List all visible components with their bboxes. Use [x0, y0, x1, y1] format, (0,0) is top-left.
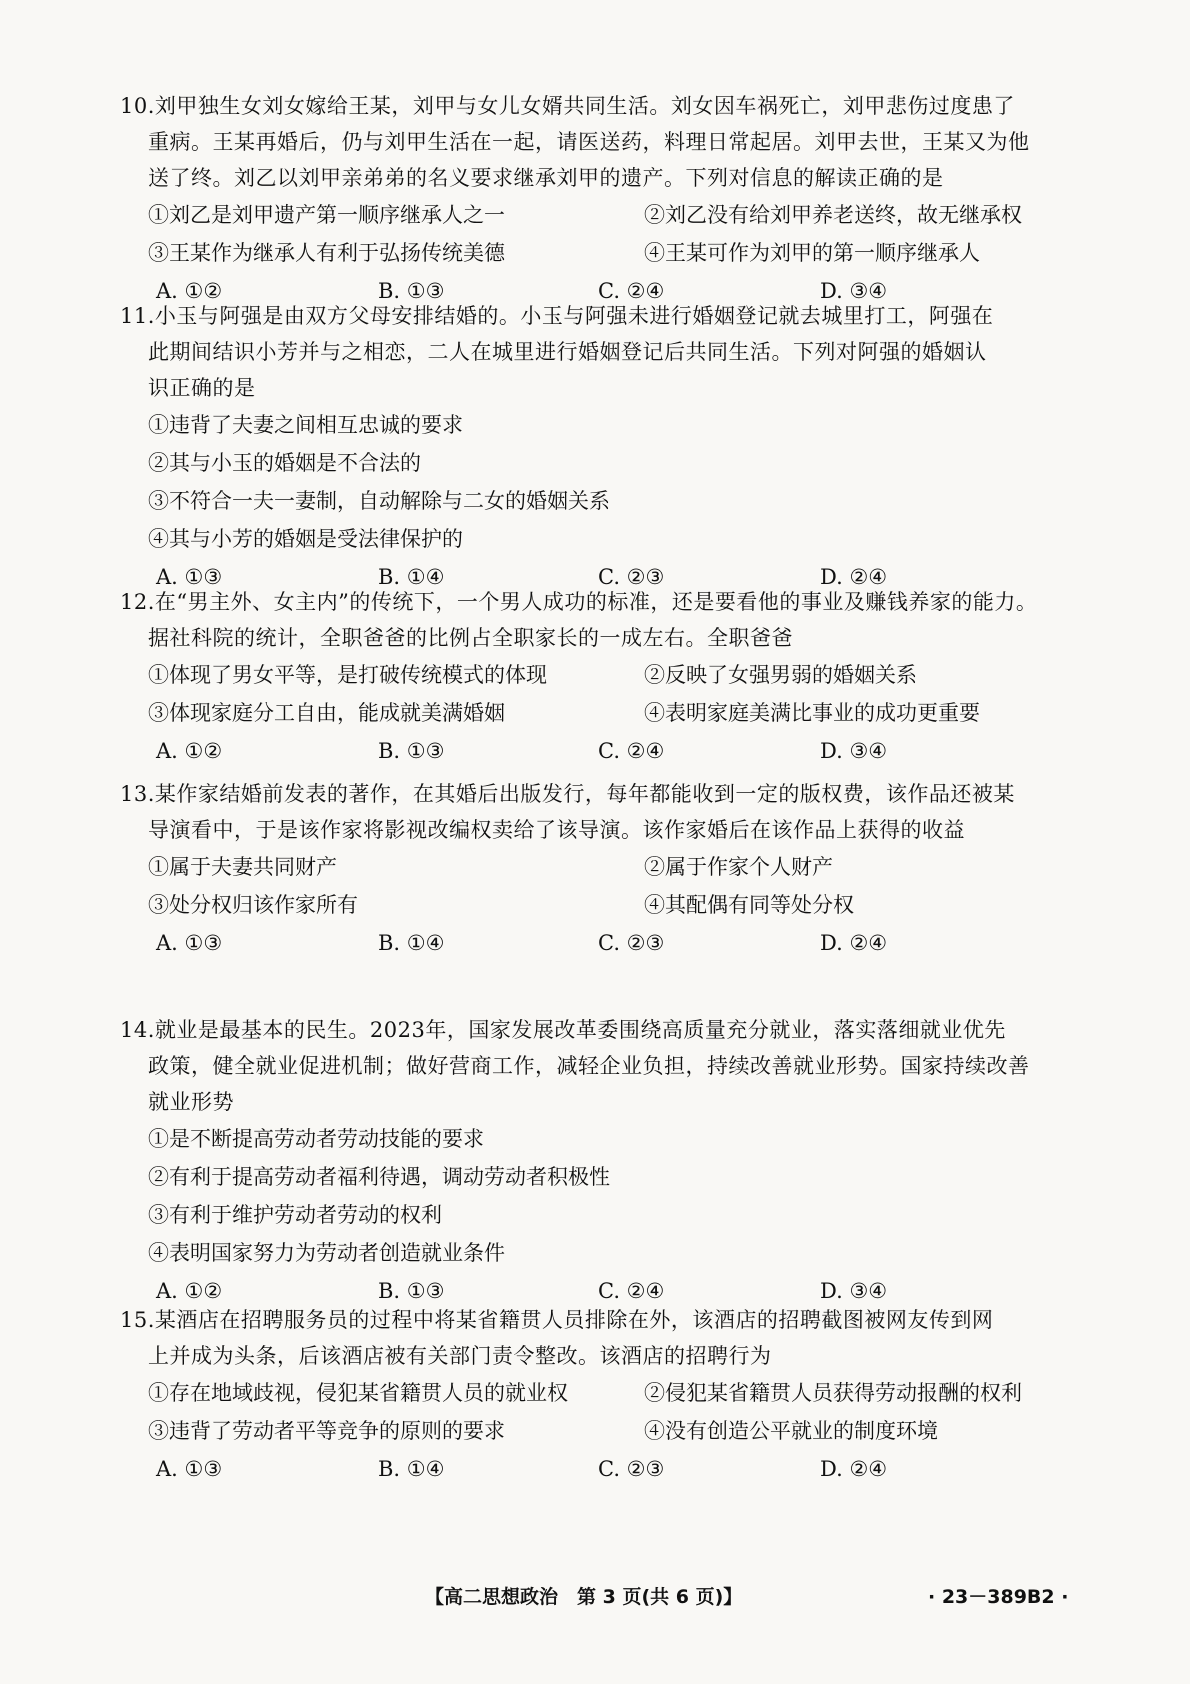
option-1: ①属于夫妻共同财产 [148, 855, 337, 879]
answer-d: D. ③④ [820, 1279, 888, 1303]
option-4: ④表明国家努力为劳动者创造就业条件 [148, 1241, 505, 1265]
option-3: ③体现家庭分工自由，能成就美满婚姻 [148, 701, 505, 725]
question-12 [120, 584, 1120, 770]
footer-exam-code: · 23－389B2 · [928, 1586, 1069, 1608]
question-stem-line: 14.就业是最基本的民生。2023年，国家发展改革委围绕高质量充分就业，落实落细就业优先 [120, 1018, 1006, 1042]
option-4: ④其与小芳的婚姻是受法律保护的 [148, 527, 463, 551]
question-stem-line: 10.刘甲独生女刘女嫁给王某，刘甲与女儿女婿共同生活。刘女因车祸死亡，刘甲悲伤过度患了 [120, 94, 1015, 118]
question-14 [120, 1012, 1120, 1310]
option-2: ②其与小玉的婚姻是不合法的 [148, 451, 421, 475]
answer-d: D. ③④ [820, 739, 888, 763]
footer-page-info: 【高二思想政治 第 3 页(共 6 页)】 [425, 1586, 743, 1608]
question-11 [120, 298, 1120, 596]
question-stem-line: 识正确的是 [148, 376, 256, 400]
option-1: ①存在地域歧视，侵犯某省籍贯人员的就业权 [148, 1381, 568, 1405]
answer-a: A. ①② [156, 1279, 223, 1303]
option-3: ③有利于维护劳动者劳动的权利 [148, 1203, 442, 1227]
answer-d: D. ②④ [820, 1457, 888, 1481]
answer-a: A. ①② [156, 739, 223, 763]
page-footer [0, 1582, 1190, 1612]
option-row [120, 694, 1120, 732]
answer-choices [120, 924, 1120, 962]
option-row [120, 848, 1120, 886]
option-3: ③处分权归该作家所有 [148, 893, 358, 917]
option-row [120, 196, 1120, 234]
answer-a: A. ①③ [156, 1457, 223, 1481]
option-2: ②属于作家个人财产 [644, 855, 833, 879]
question-stem-line: 13.某作家结婚前发表的著作，在其婚后出版发行，每年都能收到一定的版权费，该作品还被某 [120, 782, 1015, 806]
question-stem-line: 就业形势 [148, 1090, 234, 1114]
question-stem-line: 政策，健全就业促进机制；做好营商工作，减轻企业负担，持续改善就业形势。国家持续改善 [148, 1054, 1030, 1078]
question-stem-line: 上并成为头条，后该酒店被有关部门责令整改。该酒店的招聘行为 [148, 1344, 772, 1368]
question-13 [120, 776, 1120, 962]
option-row [120, 234, 1120, 272]
answer-choices [120, 732, 1120, 770]
answer-c: C. ②④ [598, 1279, 665, 1303]
option-1: ①违背了夫妻之间相互忠诚的要求 [148, 413, 463, 437]
option-1: ①是不断提高劳动者劳动技能的要求 [148, 1127, 484, 1151]
answer-b: B. ①④ [378, 1457, 445, 1481]
question-stem-line: 15.某酒店在招聘服务员的过程中将某省籍贯人员排除在外，该酒店的招聘截图被网友传到网 [120, 1308, 994, 1332]
answer-choices [120, 1450, 1120, 1488]
question-stem-line: 据社科院的统计，全职爸爸的比例占全职家长的一成左右。全职爸爸 [148, 626, 793, 650]
answer-d: D. ②④ [820, 565, 888, 589]
answer-a: A. ①③ [156, 931, 223, 955]
answer-c: C. ②④ [598, 279, 665, 303]
option-4: ④其配偶有同等处分权 [644, 893, 854, 917]
option-2: ②有利于提高劳动者福利待遇，调动劳动者积极性 [148, 1165, 610, 1189]
answer-a: A. ①③ [156, 565, 223, 589]
answer-c: C. ②③ [598, 931, 665, 955]
question-10 [120, 88, 1120, 310]
answer-a: A. ①② [156, 279, 223, 303]
answer-b: B. ①③ [378, 279, 445, 303]
option-4: ④表明家庭美满比事业的成功更重要 [644, 701, 980, 725]
option-1: ①体现了男女平等，是打破传统模式的体现 [148, 663, 547, 687]
question-15 [120, 1302, 1120, 1488]
question-stem-line: 12.在“男主外、女主内”的传统下，一个男人成功的标准，还是要看他的事业及赚钱养家的能力。 [120, 590, 1038, 614]
option-row [120, 886, 1120, 924]
option-row [120, 656, 1120, 694]
answer-d: D. ③④ [820, 279, 888, 303]
answer-c: C. ②③ [598, 565, 665, 589]
question-stem-line: 11.小玉与阿强是由双方父母安排结婚的。小玉与阿强未进行婚姻登记就去城里打工，阿强在 [120, 304, 994, 328]
answer-b: B. ①④ [378, 931, 445, 955]
option-row [120, 1374, 1120, 1412]
answer-c: C. ②③ [598, 1457, 665, 1481]
answer-b: B. ①③ [378, 1279, 445, 1303]
answer-b: B. ①③ [378, 739, 445, 763]
option-3: ③违背了劳动者平等竞争的原则的要求 [148, 1419, 505, 1443]
option-2: ②刘乙没有给刘甲养老送终，故无继承权 [644, 203, 1022, 227]
option-2: ②反映了女强男弱的婚姻关系 [644, 663, 917, 687]
answer-b: B. ①④ [378, 565, 445, 589]
option-1: ①刘乙是刘甲遗产第一顺序继承人之一 [148, 203, 505, 227]
question-stem-line: 重病。王某再婚后，仍与刘甲生活在一起，请医送药，料理日常起居。刘甲去世，王某又为他 [148, 130, 1030, 154]
option-4: ④王某可作为刘甲的第一顺序继承人 [644, 241, 980, 265]
question-stem-line: 送了终。刘乙以刘甲亲弟弟的名义要求继承刘甲的遗产。下列对信息的解读正确的是 [148, 166, 944, 190]
option-2: ②侵犯某省籍贯人员获得劳动报酬的权利 [644, 1381, 1022, 1405]
option-4: ④没有创造公平就业的制度环境 [644, 1419, 938, 1443]
option-3: ③王某作为继承人有利于弘扬传统美德 [148, 241, 505, 265]
answer-d: D. ②④ [820, 931, 888, 955]
option-row [120, 1412, 1120, 1450]
answer-c: C. ②④ [598, 739, 665, 763]
option-3: ③不符合一夫一妻制，自动解除与二女的婚姻关系 [148, 489, 610, 513]
question-stem-line: 导演看中，于是该作家将影视改编权卖给了该导演。该作家婚后在该作品上获得的收益 [148, 818, 965, 842]
question-stem-line: 此期间结识小芳并与之相恋，二人在城里进行婚姻登记后共同生活。下列对阿强的婚姻认 [148, 340, 987, 364]
